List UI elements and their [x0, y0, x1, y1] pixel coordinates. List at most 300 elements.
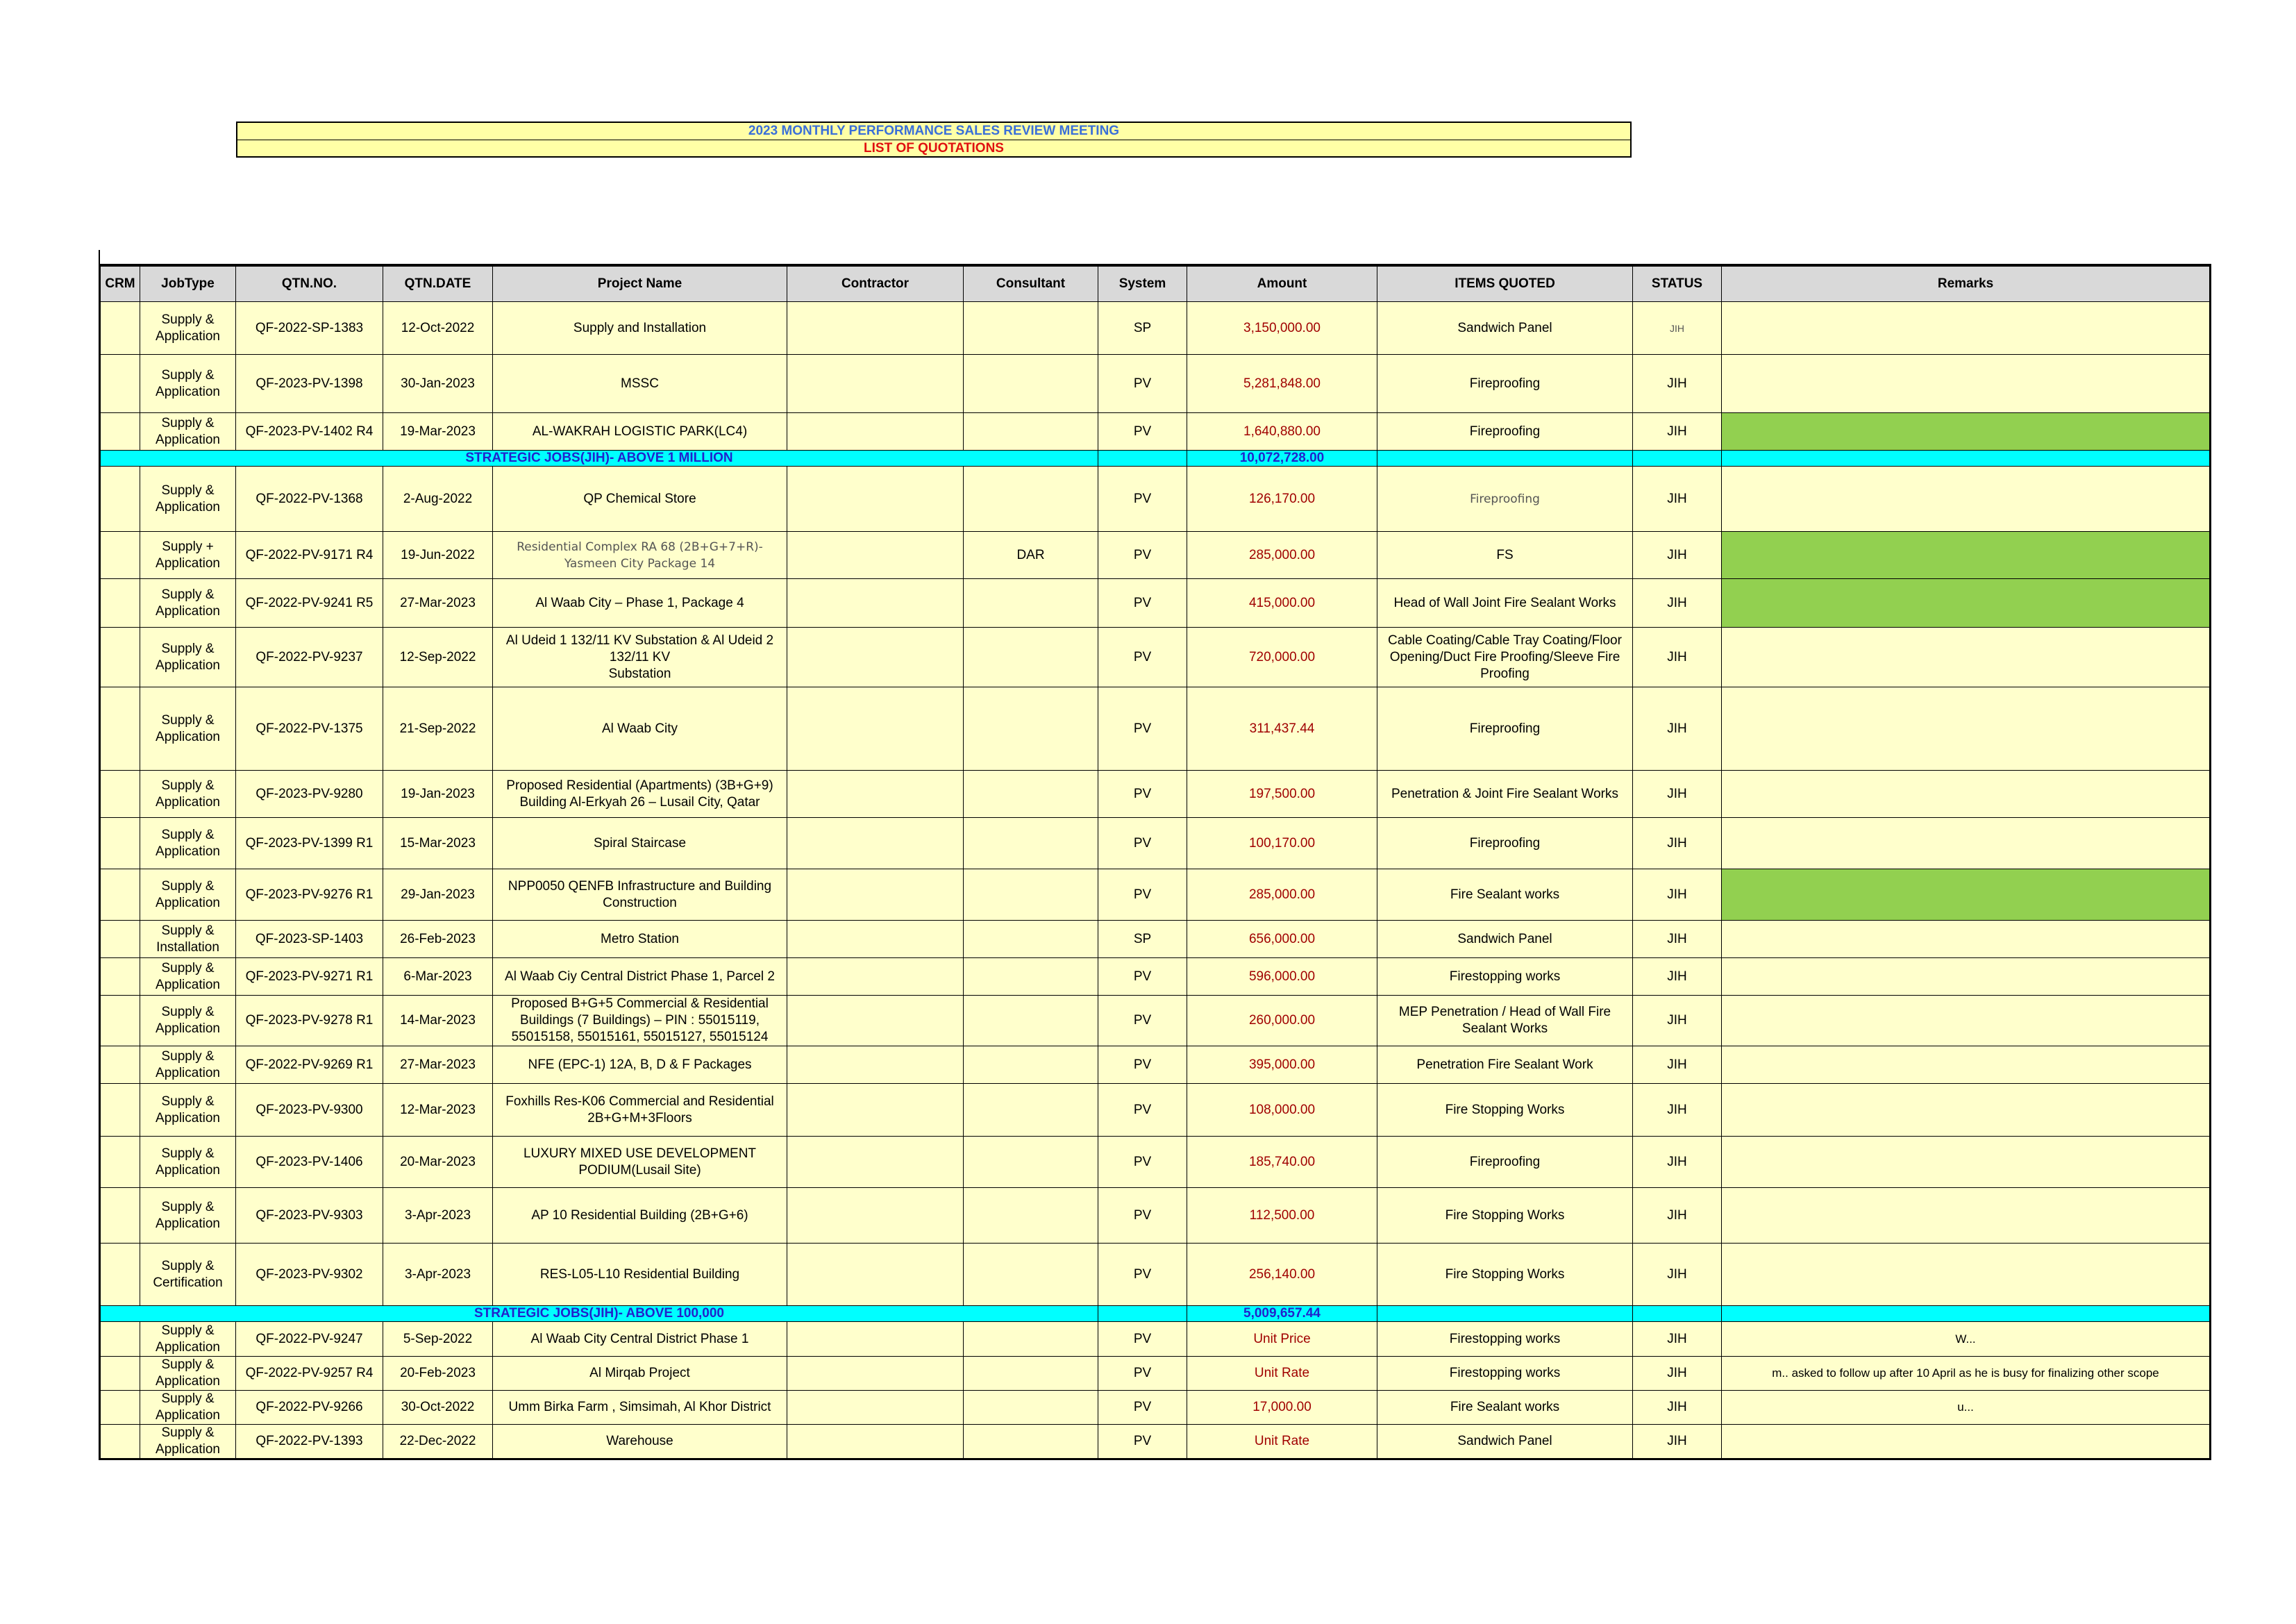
jobtype-line: Application: [156, 1216, 220, 1231]
project-line: Proposed Residential (Apartments) (3B+G+9): [506, 778, 773, 793]
items-quoted-cell: [1377, 628, 1633, 687]
summary-remarks-cell: [1722, 1306, 2211, 1322]
qtn-date-cell: 19-Jan-2023: [383, 771, 493, 818]
qtn-no-cell: QF-2023-PV-9303: [236, 1188, 383, 1244]
status-cell: JIH: [1633, 687, 1722, 771]
items-line: MEP Penetration / Head of Wall Fire: [1398, 1005, 1611, 1019]
summary-status-cell: [1633, 1306, 1722, 1322]
project-name-cell: [493, 413, 787, 451]
table-row: [100, 687, 2211, 771]
project-name-cell: [493, 818, 787, 869]
amount-cell: 3,150,000.00: [1187, 302, 1377, 355]
project-name-cell: [493, 579, 787, 628]
jobtype-cell: [140, 996, 236, 1046]
items-line: Penetration & Joint Fire Sealant Works: [1391, 786, 1619, 801]
crm-cell: [100, 1244, 140, 1306]
qtn-date-cell: 22-Dec-2022: [383, 1425, 493, 1459]
project-name-cell: [493, 921, 787, 958]
status-cell: JIH: [1633, 996, 1722, 1046]
consultant-cell: DAR: [964, 532, 1098, 579]
jobtype-line: Supply &: [161, 483, 215, 498]
project-line: 132/11 KV: [609, 649, 671, 664]
status-cell: JIH: [1633, 532, 1722, 579]
contractor-cell: [787, 302, 964, 355]
system-cell: PV: [1098, 869, 1187, 921]
summary-status-cell: [1633, 451, 1722, 467]
contractor-cell: [787, 818, 964, 869]
qtn-date-cell: 30-Jan-2023: [383, 355, 493, 413]
jobtype-line: Application: [156, 658, 220, 673]
qtn-no-cell: QF-2023-PV-9276 R1: [236, 869, 383, 921]
qtn-no-cell: QF-2022-PV-1393: [236, 1425, 383, 1459]
summary-system-cell: [1098, 1306, 1187, 1322]
remarks-cell: W...: [1722, 1322, 2211, 1357]
amount-cell: 17,000.00: [1187, 1391, 1377, 1425]
amount-cell: Unit Price: [1187, 1322, 1377, 1357]
items-quoted-cell: [1377, 1322, 1633, 1357]
contractor-cell: [787, 628, 964, 687]
summary-row: [100, 451, 2211, 467]
consultant-cell: [964, 1425, 1098, 1459]
contractor-cell: [787, 579, 964, 628]
table-row: [100, 1357, 2211, 1391]
remarks-cell: [1722, 1188, 2211, 1244]
qtn-date-cell: 30-Oct-2022: [383, 1391, 493, 1425]
table-row: [100, 958, 2211, 996]
system-cell: PV: [1098, 1391, 1187, 1425]
jobtype-line: Application: [156, 1408, 220, 1423]
status-cell: JIH: [1633, 1084, 1722, 1137]
crm-cell: [100, 302, 140, 355]
system-cell: PV: [1098, 1188, 1187, 1244]
project-name-cell: [493, 1357, 787, 1391]
contractor-cell: [787, 1046, 964, 1084]
col-header-contractor: Contractor: [787, 265, 964, 302]
remarks-cell: [1722, 628, 2211, 687]
items-line: Sealant Works: [1461, 1021, 1548, 1036]
project-name-cell: [493, 1391, 787, 1425]
contractor-cell: [787, 1188, 964, 1244]
items-quoted-cell: [1377, 579, 1633, 628]
items-line: Fireproofing: [1469, 1154, 1541, 1169]
items-line: FS: [1496, 547, 1514, 562]
jobtype-line: Application: [156, 977, 220, 992]
qtn-no-cell: QF-2022-PV-9241 R5: [236, 579, 383, 628]
table-row: [100, 1084, 2211, 1137]
summary-system-cell: [1098, 451, 1187, 467]
jobtype-line: Application: [156, 729, 220, 744]
jobtype-line: Supply &: [161, 1199, 215, 1214]
remarks-cell: [1722, 532, 2211, 579]
jobtype-line: Application: [156, 1021, 220, 1036]
remarks-cell: [1722, 771, 2211, 818]
consultant-cell: [964, 302, 1098, 355]
table-row: [100, 1188, 2211, 1244]
items-quoted-cell: [1377, 921, 1633, 958]
table-row: [100, 921, 2211, 958]
consultant-cell: [964, 1357, 1098, 1391]
project-line: Proposed B+G+5 Commercial & Residential: [511, 996, 769, 1011]
jobtype-line: Application: [156, 1442, 220, 1457]
consultant-cell: [964, 958, 1098, 996]
project-line: Spiral Staircase: [593, 835, 687, 851]
crm-cell: [100, 996, 140, 1046]
jobtype-cell: [140, 1046, 236, 1084]
project-name-cell: [493, 1084, 787, 1137]
crm-cell: [100, 1188, 140, 1244]
system-cell: PV: [1098, 1084, 1187, 1137]
consultant-cell: [964, 579, 1098, 628]
items-quoted-cell: [1377, 1357, 1633, 1391]
crm-cell: [100, 1084, 140, 1137]
system-cell: PV: [1098, 687, 1187, 771]
jobtype-line: Supply &: [161, 1425, 215, 1440]
qtn-no-cell: QF-2022-PV-9171 R4: [236, 532, 383, 579]
amount-cell: 311,437.44: [1187, 687, 1377, 771]
amount-cell: 285,000.00: [1187, 532, 1377, 579]
jobtype-line: Supply &: [161, 712, 215, 728]
summary-remarks-cell: [1722, 451, 2211, 467]
project-name-cell: [493, 302, 787, 355]
items-quoted-cell: [1377, 818, 1633, 869]
system-cell: SP: [1098, 302, 1187, 355]
table-row: [100, 1391, 2211, 1425]
qtn-no-cell: QF-2023-PV-1398: [236, 355, 383, 413]
project-line: Residential Complex RA 68 (2B+G+7+R)-: [517, 539, 763, 554]
status-cell: JIH: [1633, 1188, 1722, 1244]
project-name-cell: [493, 996, 787, 1046]
qtn-no-cell: QF-2022-PV-1375: [236, 687, 383, 771]
project-name-cell: [493, 628, 787, 687]
project-line: Foxhills Res-K06 Commercial and Residential: [505, 1094, 774, 1109]
items-line: Firestopping works: [1449, 1366, 1561, 1380]
crm-cell: [100, 1391, 140, 1425]
crm-cell: [100, 1425, 140, 1459]
project-line: PODIUM(Lusail Site): [578, 1162, 701, 1178]
project-name-cell: [493, 1137, 787, 1188]
amount-cell: 415,000.00: [1187, 579, 1377, 628]
items-quoted-cell: [1377, 771, 1633, 818]
jobtype-line: Installation: [156, 939, 219, 955]
contractor-cell: [787, 1084, 964, 1137]
crm-cell: [100, 869, 140, 921]
project-line: 55015158, 55015161, 55015127, 55015124: [511, 1030, 769, 1044]
items-line: Fireproofing: [1469, 721, 1541, 736]
consultant-cell: [964, 1322, 1098, 1357]
summary-row: [100, 1306, 2211, 1322]
status-cell: JIH: [1633, 579, 1722, 628]
items-line: Fire Stopping Works: [1445, 1266, 1565, 1282]
project-line: AP 10 Residential Building (2B+G+6): [531, 1207, 748, 1223]
consultant-cell: [964, 1391, 1098, 1425]
project-name-cell: [493, 1188, 787, 1244]
status-cell: JIH: [1633, 355, 1722, 413]
report-title-box: [236, 122, 1632, 158]
consultant-cell: [964, 628, 1098, 687]
amount-cell: 108,000.00: [1187, 1084, 1377, 1137]
system-cell: PV: [1098, 1322, 1187, 1357]
remarks-cell: [1722, 579, 2211, 628]
qtn-no-cell: QF-2022-PV-9237: [236, 628, 383, 687]
remarks-cell: [1722, 1244, 2211, 1306]
project-line: Substation: [608, 666, 671, 681]
items-quoted-cell: [1377, 1391, 1633, 1425]
col-header-jobtype: JobType: [140, 265, 236, 302]
consultant-cell: [964, 818, 1098, 869]
project-line: Metro Station: [601, 931, 679, 946]
items-line: Opening/Duct Fire Proofing/Sleeve Fire: [1389, 649, 1620, 664]
remarks-cell: m.. asked to follow up after 10 April as he is busy for finalizing other scope: [1722, 1357, 2211, 1391]
jobtype-line: Application: [156, 384, 220, 399]
crm-cell: [100, 687, 140, 771]
contractor-cell: [787, 1425, 964, 1459]
project-line: Yasmeen City Package 14: [564, 556, 716, 571]
jobtype-cell: [140, 1391, 236, 1425]
col-header-status: STATUS: [1633, 265, 1722, 302]
qtn-date-cell: 12-Sep-2022: [383, 628, 493, 687]
items-line: Fire Stopping Works: [1445, 1102, 1565, 1117]
crm-cell: [100, 467, 140, 532]
summary-items-cell: [1377, 1306, 1633, 1322]
consultant-cell: [964, 869, 1098, 921]
qtn-no-cell: QF-2022-SP-1383: [236, 302, 383, 355]
items-quoted-cell: [1377, 413, 1633, 451]
table-row: [100, 996, 2211, 1046]
jobtype-cell: [140, 687, 236, 771]
project-line: Al Udeid 1 132/11 KV Substation & Al Udeid 2: [505, 633, 774, 648]
items-line: Firestopping works: [1449, 969, 1561, 984]
amount-cell: 395,000.00: [1187, 1046, 1377, 1084]
table-row: [100, 579, 2211, 628]
jobtype-cell: [140, 302, 236, 355]
amount-cell: 720,000.00: [1187, 628, 1377, 687]
qtn-date-cell: 6-Mar-2023: [383, 958, 493, 996]
report-subtitle: LIST OF QUOTATIONS: [237, 140, 1630, 157]
remarks-cell: [1722, 687, 2211, 771]
items-quoted-cell: [1377, 687, 1633, 771]
project-name-cell: [493, 687, 787, 771]
qtn-no-cell: QF-2023-PV-9302: [236, 1244, 383, 1306]
project-line: 2B+G+M+3Floors: [587, 1110, 692, 1125]
jobtype-line: Application: [156, 1339, 220, 1355]
summary-label: STRATEGIC JOBS(JIH)- ABOVE 1 MILLION: [100, 451, 1098, 467]
summary-total: 10,072,728.00: [1187, 451, 1377, 467]
remarks-cell: [1722, 818, 2211, 869]
jobtype-line: Supply &: [161, 312, 215, 327]
items-quoted-cell: [1377, 532, 1633, 579]
consultant-cell: [964, 996, 1098, 1046]
jobtype-line: Supply +: [162, 539, 214, 554]
system-cell: PV: [1098, 467, 1187, 532]
project-line: Al Waab City Central District Phase 1: [530, 1331, 749, 1346]
consultant-cell: [964, 1244, 1098, 1306]
report-title: 2023 MONTHLY PERFORMANCE SALES REVIEW MEETING: [748, 124, 1120, 138]
amount-cell: 285,000.00: [1187, 869, 1377, 921]
project-name-cell: [493, 532, 787, 579]
jobtype-cell: [140, 818, 236, 869]
remarks-cell: [1722, 921, 2211, 958]
remarks-cell: [1722, 413, 2211, 451]
consultant-cell: [964, 921, 1098, 958]
contractor-cell: [787, 467, 964, 532]
system-cell: PV: [1098, 532, 1187, 579]
system-cell: PV: [1098, 1425, 1187, 1459]
jobtype-line: Supply &: [161, 1258, 215, 1273]
jobtype-cell: [140, 869, 236, 921]
jobtype-cell: [140, 628, 236, 687]
remarks-cell: [1722, 467, 2211, 532]
col-header-qtn-no: QTN.NO.: [236, 265, 383, 302]
project-line: Al Waab City: [601, 721, 678, 736]
items-line: Sandwich Panel: [1457, 1434, 1552, 1448]
items-line: Fire Stopping Works: [1445, 1207, 1565, 1223]
table-row: [100, 771, 2211, 818]
jobtype-line: Application: [156, 603, 220, 619]
jobtype-cell: [140, 1137, 236, 1188]
system-cell: PV: [1098, 1244, 1187, 1306]
jobtype-line: Application: [156, 1162, 220, 1178]
col-header-system: System: [1098, 265, 1187, 302]
jobtype-line: Supply &: [161, 587, 215, 602]
contractor-cell: [787, 687, 964, 771]
remarks-cell: [1722, 1137, 2211, 1188]
items-line: Sandwich Panel: [1457, 320, 1552, 335]
jobtype-cell: [140, 413, 236, 451]
qtn-no-cell: QF-2023-PV-9278 R1: [236, 996, 383, 1046]
amount-cell: 197,500.00: [1187, 771, 1377, 818]
jobtype-cell: [140, 1322, 236, 1357]
table-row: [100, 1322, 2211, 1357]
crm-cell: [100, 771, 140, 818]
items-line: Cable Coating/Cable Tray Coating/Floor: [1388, 633, 1622, 648]
remarks-cell: [1722, 1425, 2211, 1459]
jobtype-line: Application: [156, 499, 220, 514]
remarks-cell: [1722, 1084, 2211, 1137]
remarks-cell: [1722, 996, 2211, 1046]
project-line: Al Mirqab Project: [589, 1366, 690, 1380]
amount-cell: 112,500.00: [1187, 1188, 1377, 1244]
project-line: Al Waab City – Phase 1, Package 4: [535, 595, 744, 610]
contractor-cell: [787, 532, 964, 579]
quotations-table: [99, 264, 2211, 1460]
jobtype-line: Application: [156, 794, 220, 810]
table-row: [100, 628, 2211, 687]
items-line: Fireproofing: [1469, 424, 1541, 439]
qtn-date-cell: 5-Sep-2022: [383, 1322, 493, 1357]
qtn-date-cell: 15-Mar-2023: [383, 818, 493, 869]
table-row: [100, 413, 2211, 451]
system-cell: SP: [1098, 921, 1187, 958]
contractor-cell: [787, 413, 964, 451]
summary-label: STRATEGIC JOBS(JIH)- ABOVE 100,000: [100, 1306, 1098, 1322]
table-header-row: [100, 265, 2211, 302]
qtn-date-cell: 27-Mar-2023: [383, 579, 493, 628]
system-cell: PV: [1098, 1137, 1187, 1188]
table-row: [100, 1046, 2211, 1084]
jobtype-line: Supply &: [161, 827, 215, 842]
table-body: [100, 302, 2211, 1459]
project-name-cell: [493, 1244, 787, 1306]
remarks-cell: [1722, 869, 2211, 921]
consultant-cell: [964, 467, 1098, 532]
jobtype-line: Supply &: [161, 367, 215, 383]
consultant-cell: [964, 355, 1098, 413]
amount-cell: 5,281,848.00: [1187, 355, 1377, 413]
project-name-cell: [493, 771, 787, 818]
qtn-date-cell: 20-Feb-2023: [383, 1357, 493, 1391]
table-row: [100, 1425, 2211, 1459]
crm-cell: [100, 413, 140, 451]
project-name-cell: [493, 1046, 787, 1084]
contractor-cell: [787, 1244, 964, 1306]
items-quoted-cell: [1377, 1244, 1633, 1306]
qtn-date-cell: 21-Sep-2022: [383, 687, 493, 771]
contractor-cell: [787, 355, 964, 413]
amount-cell: 656,000.00: [1187, 921, 1377, 958]
qtn-date-cell: 19-Jun-2022: [383, 532, 493, 579]
jobtype-line: Supply &: [161, 641, 215, 656]
project-line: Al Waab Ciy Central District Phase 1, Parcel 2: [505, 969, 775, 984]
consultant-cell: [964, 1137, 1098, 1188]
items-line: Fireproofing: [1469, 376, 1541, 391]
crm-cell: [100, 579, 140, 628]
col-header-consultant: Consultant: [964, 265, 1098, 302]
project-name-cell: [493, 467, 787, 532]
contractor-cell: [787, 869, 964, 921]
remarks-cell: [1722, 1046, 2211, 1084]
col-header-qtn-date: QTN.DATE: [383, 265, 493, 302]
items-quoted-cell: [1377, 467, 1633, 532]
status-cell: JIH: [1633, 771, 1722, 818]
col-header-crm: CRM: [100, 265, 140, 302]
status-cell: JIH: [1633, 413, 1722, 451]
project-line: LUXURY MIXED USE DEVELOPMENT: [523, 1146, 757, 1161]
system-cell: PV: [1098, 355, 1187, 413]
qtn-date-cell: 26-Feb-2023: [383, 921, 493, 958]
crm-cell: [100, 1357, 140, 1391]
status-cell: JIH: [1633, 921, 1722, 958]
project-name-cell: [493, 869, 787, 921]
col-header-amount: Amount: [1187, 265, 1377, 302]
jobtype-line: Application: [156, 432, 220, 447]
consultant-cell: [964, 413, 1098, 451]
items-quoted-cell: [1377, 996, 1633, 1046]
contractor-cell: [787, 958, 964, 996]
amount-cell: 256,140.00: [1187, 1244, 1377, 1306]
remarks-cell: [1722, 958, 2211, 996]
items-quoted-cell: [1377, 958, 1633, 996]
system-cell: PV: [1098, 579, 1187, 628]
table-row: [100, 869, 2211, 921]
project-line: Supply and Installation: [573, 320, 707, 335]
project-line: RES-L05-L10 Residential Building: [539, 1266, 740, 1282]
jobtype-line: Supply &: [161, 1357, 215, 1372]
qtn-no-cell: QF-2022-PV-9266: [236, 1391, 383, 1425]
items-line: Fire Sealant works: [1450, 887, 1560, 902]
status-cell: JIH: [1633, 1391, 1722, 1425]
items-line: Penetration Fire Sealant Work: [1416, 1057, 1593, 1072]
amount-cell: Unit Rate: [1187, 1425, 1377, 1459]
system-cell: PV: [1098, 958, 1187, 996]
items-line: Fireproofing: [1469, 835, 1541, 851]
system-cell: PV: [1098, 1357, 1187, 1391]
amount-cell: 596,000.00: [1187, 958, 1377, 996]
system-cell: PV: [1098, 771, 1187, 818]
jobtype-line: Certification: [153, 1275, 223, 1290]
qtn-no-cell: QF-2023-PV-9280: [236, 771, 383, 818]
table-row: [100, 302, 2211, 355]
status-cell: JIH: [1633, 467, 1722, 532]
